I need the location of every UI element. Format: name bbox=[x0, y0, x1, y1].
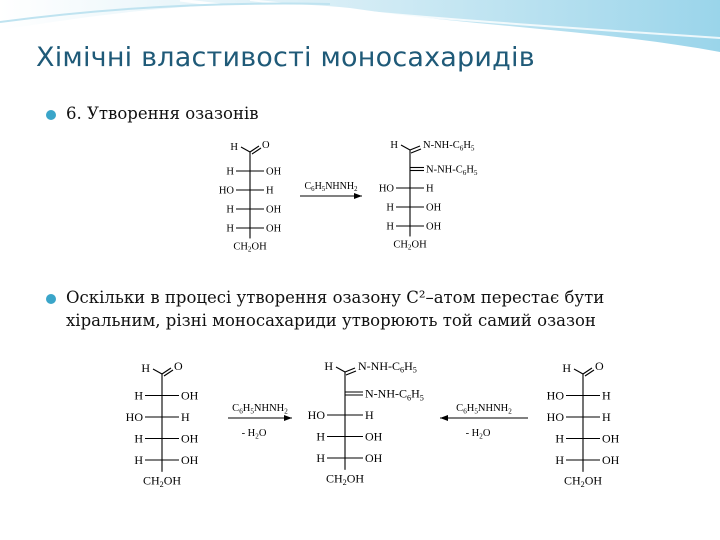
right-substituent: OH bbox=[602, 453, 620, 468]
left-substituent: H bbox=[226, 204, 234, 216]
left-substituent: H bbox=[316, 429, 325, 444]
hydrazone-label: $N-NH-C_6H_5$ bbox=[423, 140, 475, 153]
carbonyl-bond bbox=[252, 148, 261, 154]
right-substituent: OH bbox=[266, 223, 282, 235]
c-n-double-bond bbox=[410, 146, 420, 150]
glucose-fischer-bottom bbox=[126, 359, 199, 489]
top-h-label: H bbox=[324, 359, 333, 373]
byproduct-label: - $H_2O$ bbox=[465, 428, 491, 441]
arrow-head bbox=[354, 193, 362, 199]
left-substituent: H bbox=[134, 453, 143, 468]
bullet-text-2-line2: хіральним, різні моносахариди утворюють той самий озазон bbox=[66, 311, 596, 330]
top-h-label: H bbox=[562, 361, 571, 375]
right-substituent: H bbox=[365, 408, 374, 423]
right-substituent: OH bbox=[365, 429, 383, 444]
right-substituent: H bbox=[602, 388, 611, 403]
right-substituent: H bbox=[181, 410, 190, 425]
bullet-text-2-line1: Оскільки в процесі утворення озазону С²–атом перестає бути bbox=[66, 288, 605, 307]
osazone-fischer-top bbox=[379, 140, 478, 252]
right-substituent: OH bbox=[266, 166, 282, 178]
right-substituent: OH bbox=[181, 453, 199, 468]
hydrazone-label: $N-NH-C_6H_5$ bbox=[426, 164, 478, 177]
right-substituent: OH bbox=[365, 451, 383, 466]
right-substituent: H bbox=[426, 183, 434, 195]
reaction-arrow-right bbox=[440, 403, 528, 440]
hydrazone-label: $N-NH-C_6H_5$ bbox=[365, 386, 424, 403]
top-h-bond bbox=[401, 145, 410, 150]
bullet-text-1: 6. Утворення озазонів bbox=[66, 104, 259, 123]
right-substituent: OH bbox=[602, 431, 620, 446]
top-h-bond bbox=[336, 367, 345, 372]
top-h-label: H bbox=[390, 140, 398, 151]
slide-title: Хімічні властивості моносахаридів bbox=[36, 42, 535, 73]
left-substituent: H bbox=[226, 223, 234, 235]
reagent-label: $C_6H_5NHNH_2$ bbox=[304, 181, 358, 194]
carbonyl-bond bbox=[585, 370, 594, 376]
top-o-label: O bbox=[595, 359, 604, 373]
carbonyl-bond bbox=[164, 370, 173, 376]
carbonyl-bond bbox=[250, 146, 259, 152]
left-substituent: HO bbox=[546, 388, 564, 403]
left-substituent: H bbox=[134, 388, 143, 403]
ch2oh-label: $CH_2OH$ bbox=[393, 239, 427, 252]
left-substituent: H bbox=[316, 451, 325, 466]
c-n-double-bond bbox=[411, 149, 421, 153]
glucose-fischer-top bbox=[219, 140, 282, 254]
reagent-label: $C_6H_5NHNH_2$ bbox=[232, 403, 288, 416]
reagent-label: $C_6H_5NHNH_2$ bbox=[456, 403, 512, 416]
top-o-label: O bbox=[262, 140, 270, 151]
left-substituent: HO bbox=[218, 185, 234, 197]
ch2oh-label: $CH_2OH$ bbox=[233, 241, 267, 254]
carbonyl-bond bbox=[162, 368, 171, 374]
left-substituent: H bbox=[386, 202, 394, 214]
left-substituent: H bbox=[386, 221, 394, 233]
arrow-head bbox=[440, 415, 448, 421]
right-substituent: OH bbox=[181, 388, 199, 403]
reaction-arrow-left bbox=[228, 403, 292, 440]
right-substituent: OH bbox=[426, 202, 442, 214]
ch2oh-label: $CH_2OH$ bbox=[563, 473, 603, 489]
mannose-fischer-bottom bbox=[547, 359, 620, 489]
ch2oh-label: $CH_2OH$ bbox=[142, 473, 182, 489]
left-substituent: H bbox=[134, 431, 143, 446]
top-h-label: H bbox=[230, 142, 238, 153]
left-substituent: HO bbox=[125, 410, 143, 425]
c-n-double-bond bbox=[345, 368, 355, 372]
left-substituent: HO bbox=[307, 408, 325, 423]
aldehyde-h-bond bbox=[241, 147, 250, 152]
right-substituent: H bbox=[602, 410, 611, 425]
osazone-fischer-bottom bbox=[308, 359, 424, 487]
top-o-label: O bbox=[174, 359, 183, 373]
left-substituent: HO bbox=[546, 410, 564, 425]
left-substituent: H bbox=[555, 453, 564, 468]
left-substituent: H bbox=[555, 431, 564, 446]
aldehyde-h-bond bbox=[574, 369, 583, 374]
c-n-double-bond bbox=[346, 371, 356, 375]
right-substituent: H bbox=[266, 185, 274, 197]
left-substituent: HO bbox=[378, 183, 394, 195]
left-substituent: H bbox=[226, 166, 234, 178]
right-substituent: OH bbox=[266, 204, 282, 216]
byproduct-label: - $H_2O$ bbox=[241, 428, 267, 441]
right-substituent: OH bbox=[181, 431, 199, 446]
aldehyde-h-bond bbox=[153, 369, 162, 374]
ch2oh-label: $CH_2OH$ bbox=[325, 471, 365, 487]
right-substituent: OH bbox=[426, 221, 442, 233]
hydrazone-label: $N-NH-C_6H_5$ bbox=[358, 359, 417, 375]
reaction-arrow-top bbox=[300, 181, 362, 199]
carbonyl-bond bbox=[583, 368, 592, 374]
top-h-label: H bbox=[141, 361, 150, 375]
arrow-head bbox=[284, 415, 292, 421]
